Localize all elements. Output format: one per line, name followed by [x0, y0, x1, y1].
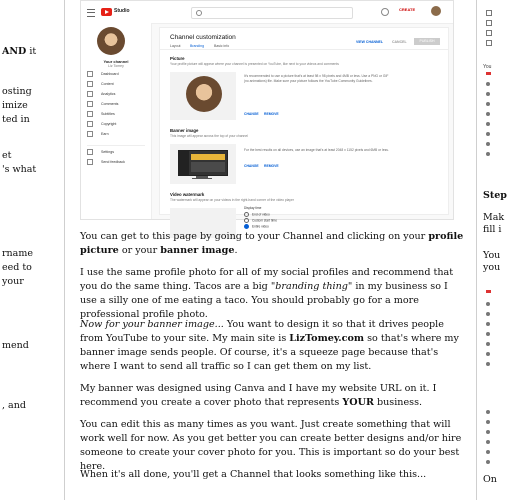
video-thumbnail-icon — [486, 290, 491, 293]
sidebar-item-settings: Settings — [87, 149, 114, 155]
banner-monitor-image — [178, 150, 228, 176]
watermark-option-end: End of video — [244, 212, 270, 217]
sidebar-item-content: Content — [87, 81, 114, 87]
dashboard-icon — [87, 71, 93, 77]
panel-title: Channel customization — [170, 34, 236, 41]
paragraph-2: I use the same profile photo for all of my social profiles and recommend that you do the same thing. Tacos are a big "branding thing" in my business so I use a silly one of me eating a taco. You should probably go for a more professional profile photo. — [80, 267, 454, 320]
tab-layout: Layout — [170, 44, 181, 48]
list-bullet-icon — [486, 450, 490, 454]
list-bullet-icon — [486, 112, 490, 116]
picture-section-title: Picture — [170, 56, 185, 61]
help-icon — [381, 8, 389, 16]
banner-preview — [170, 144, 236, 184]
content-icon — [87, 81, 93, 87]
picture-help-text: It's recommended to use a picture that's at least 98 x 98 pixels and 4MB or less. Use a PNG or GIF (no animations) file. Make sure your picture follows the YouTube Community Guidelines. — [244, 74, 389, 83]
article-column — [66, 0, 466, 500]
sidebar-divider — [87, 145, 145, 146]
list-bullet-icon — [486, 102, 490, 106]
banner-change-button: CHANGE — [244, 164, 259, 168]
left-fragment-9: your — [2, 276, 24, 287]
list-bullet-icon — [486, 410, 490, 414]
customization-panel — [159, 27, 449, 229]
list-bullet-icon — [486, 342, 490, 346]
sidebar-item-feedback: Send feedback — [87, 159, 125, 165]
list-bullet-icon — [486, 82, 490, 86]
youtube-logo-icon — [101, 8, 112, 16]
video-thumbnail-icon — [486, 72, 491, 75]
list-bullet-icon — [486, 332, 490, 336]
channel-label: Your channel — [103, 59, 129, 64]
tab-basic-info: Basic info — [214, 44, 230, 48]
watermark-section-title: Video watermark — [170, 192, 205, 197]
create-button: CREATE — [399, 7, 416, 12]
list-bullet-icon — [486, 430, 490, 434]
studio-label: Studio — [114, 8, 130, 14]
left-fragment-10: mend — [2, 340, 29, 351]
tab-branding: Branding — [190, 44, 205, 48]
right-fragment-on: On — [483, 474, 497, 485]
paragraph-4: My banner was designed using Canva and I have my website URL on it. I recommend you create a cover photo that represents YOUR business. — [80, 383, 437, 408]
picture-section-desc: Your profile picture will appear where your channel is presented on YouTube, like next to your videos and comments — [170, 62, 339, 66]
menu-icon — [87, 9, 95, 17]
menu-item-icon — [486, 30, 492, 36]
settings-icon — [87, 149, 93, 155]
sidebar-item-dashboard: Dashboard — [87, 71, 119, 77]
studio-search-input — [191, 7, 353, 19]
list-bullet-icon — [486, 362, 490, 366]
left-fragment-1: AND it — [2, 46, 37, 57]
sidebar-item-earn: Earn — [87, 131, 109, 137]
list-bullet-icon — [486, 302, 490, 306]
cancel-button: CANCEL — [392, 40, 407, 44]
menu-item-icon — [486, 40, 492, 46]
list-bullet-icon — [486, 440, 490, 444]
copyright-icon — [87, 121, 93, 127]
subtitles-icon — [87, 111, 93, 117]
right-fragment-fill: fill i — [483, 224, 502, 235]
list-bullet-icon — [486, 92, 490, 96]
profile-picture-image — [186, 76, 222, 112]
left-fragment-5: et — [2, 150, 12, 161]
comments-icon — [87, 101, 93, 107]
left-fragment-7: rname — [2, 248, 33, 259]
youtube-studio-screenshot — [80, 0, 454, 229]
search-icon — [196, 10, 202, 16]
banner-remove-button: REMOVE — [264, 164, 279, 168]
menu-item-icon — [486, 10, 492, 16]
left-fragment-3: imize — [2, 100, 28, 111]
publish-button: PUBLISH — [414, 38, 440, 45]
left-fragment-8: eed to — [2, 262, 32, 273]
tabs-underline — [160, 49, 448, 50]
left-fragment-6: 's what — [2, 164, 37, 175]
account-avatar — [431, 6, 441, 16]
right-fragment-you-small: You — [483, 64, 492, 70]
watermark-option-entire: Entire video — [244, 224, 269, 229]
right-fragment-you: You — [483, 250, 501, 261]
feedback-icon — [87, 159, 93, 165]
radio-icon — [244, 212, 249, 217]
left-column-fragment — [0, 0, 62, 500]
sidebar-item-comments: Comments — [87, 101, 118, 107]
left-fragment-4: ted in — [2, 114, 30, 125]
list-bullet-icon — [486, 352, 490, 356]
list-bullet-icon — [486, 460, 490, 464]
profile-picture-preview — [170, 72, 236, 120]
watermark-section-desc: The watermark will appear on your videos in the right-hand corner of the video player — [170, 198, 294, 202]
list-bullet-icon — [486, 312, 490, 316]
paragraph-5: You can edit this as many times as you want. Just create something that will work well for now. As you get better you can create better designs and/or hire someone to create your cover photo for you. This is important so do your best here. — [80, 419, 462, 472]
list-bullet-icon — [486, 142, 490, 146]
display-time-label: Display time — [244, 206, 262, 210]
studio-sidebar — [81, 23, 152, 219]
left-fragment-11: , and — [2, 400, 26, 411]
channel-name: Liz Tomey — [108, 64, 124, 68]
channel-avatar — [97, 27, 125, 55]
paragraph-1: You can get to this page by going to your Channel and clicking on your profile picture or your banner image. — [80, 231, 464, 256]
left-divider — [64, 0, 65, 500]
picture-remove-button: REMOVE — [264, 112, 279, 116]
list-bullet-icon — [486, 420, 490, 424]
banner-section-title: Banner image — [170, 128, 199, 133]
banner-help-text: For the best results on all devices, use an image that's at least 2048 x 1152 pixels and 6MB or less. — [244, 148, 389, 152]
sidebar-item-copyright: Copyright — [87, 121, 116, 127]
list-bullet-icon — [486, 322, 490, 326]
right-fragment-step: Step — [483, 190, 507, 201]
left-fragment-2: osting — [2, 86, 32, 97]
list-bullet-icon — [486, 122, 490, 126]
paragraph-3: Now for your banner image... You want to design it so that it drives people from YouTube to your site. My main site is LizTomey.com so that's where my banner image sends people. Of course, it's a squeeze page because that's where I want to send all traffic so I can get them on my list. — [80, 319, 459, 372]
banner-section-desc: This image will appear across the top of your channel — [170, 134, 248, 138]
menu-item-icon — [486, 20, 492, 26]
right-fragment-you-2: you — [483, 262, 501, 273]
sidebar-item-subtitles: Subtitles — [87, 111, 115, 117]
list-bullet-icon — [486, 132, 490, 136]
paragraph-6: When it's all done, you'll get a Channel that looks something like this... — [80, 469, 427, 480]
studio-topbar — [81, 1, 453, 24]
watermark-option-custom: Custom start time — [244, 218, 277, 223]
view-channel-button: VIEW CHANNEL — [356, 40, 384, 44]
earn-icon — [87, 131, 93, 137]
right-fragment-mak: Mak — [483, 212, 505, 223]
radio-selected-icon — [244, 224, 249, 229]
picture-change-button: CHANGE — [244, 112, 259, 116]
sidebar-item-analytics: Analytics — [87, 91, 115, 97]
analytics-icon — [87, 91, 93, 97]
list-bullet-icon — [486, 152, 490, 156]
right-column-fragment — [480, 0, 507, 500]
radio-icon — [244, 218, 249, 223]
right-divider — [476, 0, 477, 500]
